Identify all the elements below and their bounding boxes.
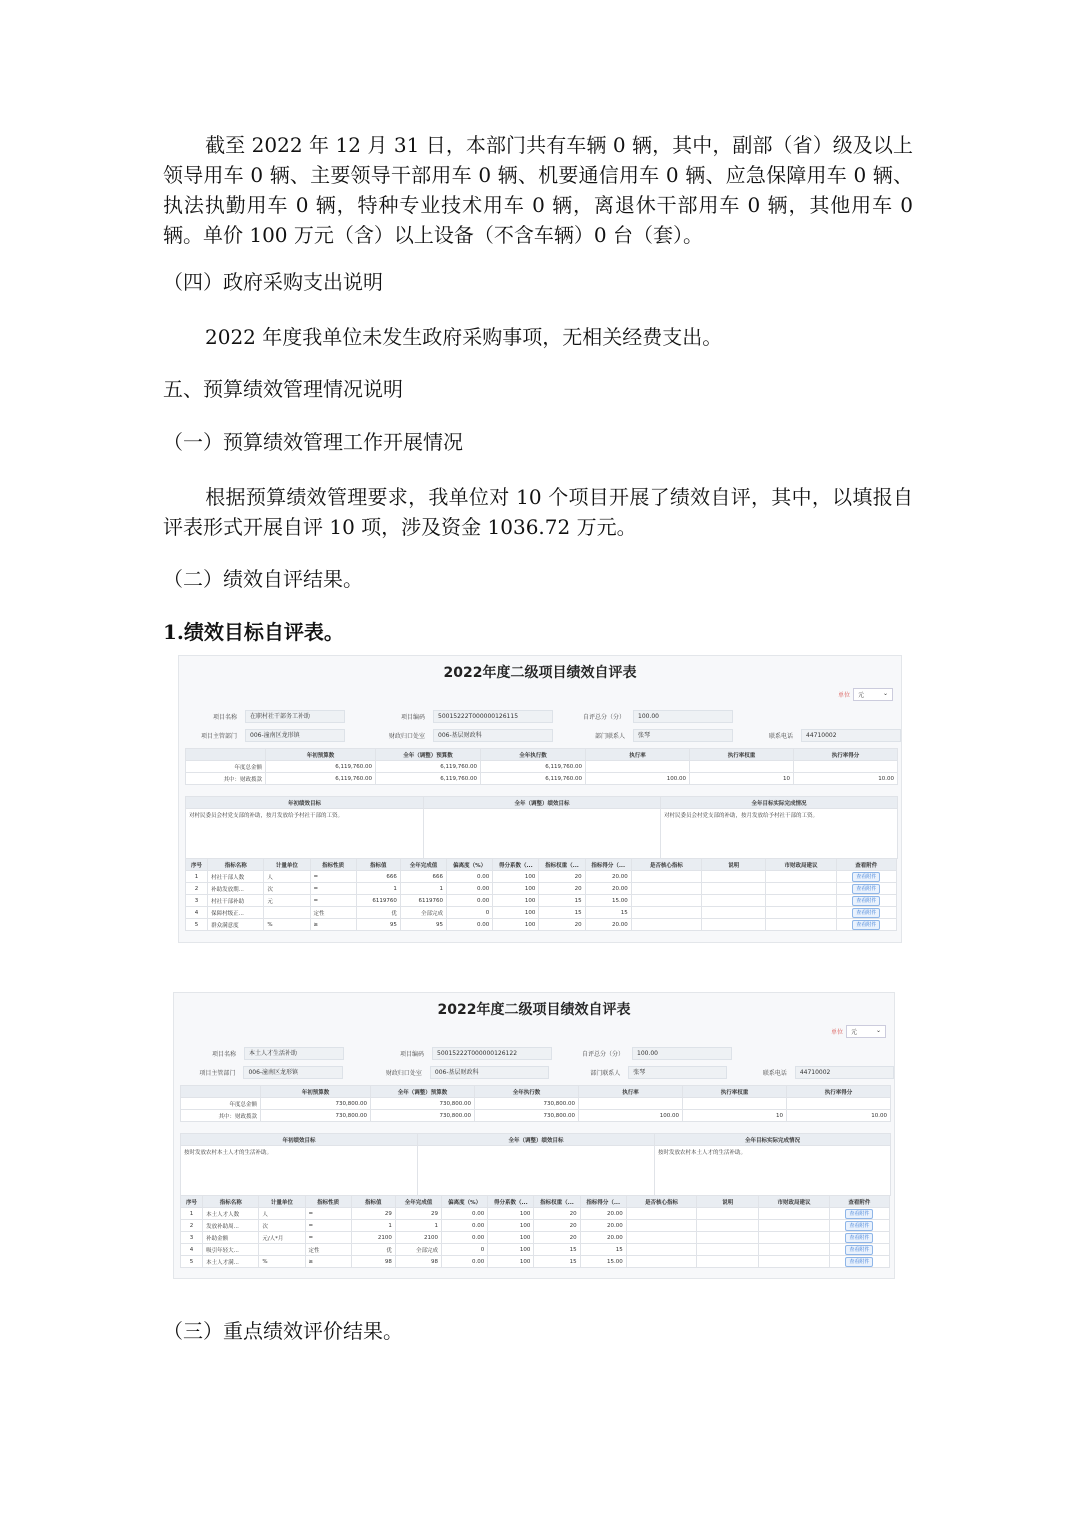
goal-header: 年初绩效目标 (181, 1134, 418, 1146)
view-attachment-button[interactable]: 查看附件 (852, 920, 880, 930)
goal-header: 全年（调整）绩效目标 (424, 797, 661, 809)
budget-cell: 6,119,760.00 (266, 773, 376, 785)
cell (836, 907, 896, 919)
cell: = (310, 895, 356, 907)
cell (759, 1220, 829, 1232)
ind-header: 指标值 (356, 859, 400, 871)
cell: 15 (539, 895, 585, 907)
cell: 100 (488, 1244, 534, 1256)
budget-cell: 730,800.00 (261, 1110, 371, 1122)
goal-header: 全年（调整）绩效目标 (418, 1134, 655, 1146)
cell: 次 (264, 883, 310, 895)
cell: 95 (356, 919, 400, 931)
row-total-label: 年度总金额 (181, 1098, 261, 1110)
dept-label: 项目主管部门 (200, 732, 237, 740)
cell: 村社干部人数 (208, 871, 264, 883)
ind-header: 指标权重（... (539, 859, 585, 871)
cell (766, 895, 836, 907)
cell: 98 (351, 1256, 395, 1268)
ind-header: 得分系数（... (493, 859, 539, 871)
cell: 补助金额 (203, 1232, 259, 1244)
cell (626, 1220, 696, 1232)
contact-phone: 44710002 (801, 729, 901, 742)
budget-cell: 100.00 (586, 773, 690, 785)
unit-select[interactable] (853, 688, 893, 701)
cell: % (259, 1256, 305, 1268)
phone-label: 联系电话 (768, 732, 793, 740)
cell: 20.00 (580, 1232, 626, 1244)
cell: 5 (186, 919, 208, 931)
cell (626, 1232, 696, 1244)
cell: = (305, 1208, 351, 1220)
cell: 98 (395, 1256, 441, 1268)
cell (829, 1256, 889, 1268)
cell: 1 (400, 883, 446, 895)
project-name: 在职村社干部务工补助 (245, 710, 345, 723)
vehicle-paragraph: 截至 2022 年 12 月 31 日，本部门共有车辆 0 辆，其中，副部（省）级及以上领导用车 0 辆、主要领导干部用车 0 辆、机要通信用车 0 辆、应急保障用车 0 辆、执法执勤用车 0 辆，特种专业技术用车 0 辆，离退休干部用车 0 辆，其他用车 0 辆。单价 100 万元（含）以上设备（不含车辆）0 台（套）。 (163, 133, 913, 247)
chevron-down-icon: ⌄ (882, 690, 888, 697)
cell: 15 (539, 907, 585, 919)
budget-header: 全年执行数 (481, 749, 586, 761)
cell: 100 (493, 907, 539, 919)
code-label: 项目编码 (400, 713, 425, 721)
self-score: 100.00 (633, 710, 733, 723)
budget-header (181, 1086, 261, 1098)
ind-header: 说明 (697, 1196, 759, 1208)
table-row (186, 895, 897, 907)
budget-header: 年初预算数 (261, 1086, 371, 1098)
ind-header: 指标权重（... (534, 1196, 580, 1208)
ind-header: 指标得分（... (580, 1196, 626, 1208)
view-attachment-button[interactable]: 查看附件 (852, 896, 880, 906)
budget-cell: 730,800.00 (475, 1098, 579, 1110)
cell: 20 (539, 919, 585, 931)
cell: ≥ (310, 919, 356, 931)
table1-heading: 1.绩效目标自评表。 (163, 620, 344, 644)
score-label: 自评总分（分） (581, 1050, 624, 1058)
ind-header: 市财政局建议 (766, 859, 836, 871)
cell (759, 1244, 829, 1256)
table-title: 2022年度二级项目绩效自评表 (437, 1002, 631, 1018)
cell: 1 (186, 871, 208, 883)
budget-cell (794, 761, 898, 773)
cell: 0.00 (447, 895, 493, 907)
cell: 15.00 (580, 1256, 626, 1268)
view-attachment-button[interactable]: 查看附件 (852, 884, 880, 894)
actual-completion: 按时发放农村本土人才的生活补助。 (655, 1146, 891, 1196)
goal-header: 全年目标实际完成情况 (661, 797, 898, 809)
cell (766, 883, 836, 895)
self-score: 100.00 (632, 1047, 732, 1060)
ind-header: 指标名称 (203, 1196, 259, 1208)
cell: 4 (181, 1244, 203, 1256)
table-title: 2022年度二级项目绩效自评表 (443, 665, 637, 681)
view-attachment-button[interactable]: 查看附件 (845, 1257, 873, 1267)
cell: 1 (395, 1220, 441, 1232)
unit-value: 元 (858, 692, 865, 699)
table-row (186, 919, 897, 931)
view-attachment-button[interactable]: 查看附件 (852, 872, 880, 882)
cell: 20 (534, 1232, 580, 1244)
budget-cell: 6,119,760.00 (376, 773, 481, 785)
cell: 5 (181, 1256, 203, 1268)
procurement-paragraph: 2022 年度我单位未发生政府采购事项，无相关经费支出。 (205, 325, 723, 349)
row-total-label: 年度总金额 (186, 761, 266, 773)
cell: 0.00 (442, 1220, 488, 1232)
ind-header: 市财政局建议 (759, 1196, 829, 1208)
adjusted-goal (418, 1146, 655, 1196)
budget-header: 执行率 (579, 1086, 683, 1098)
cell: 20 (534, 1208, 580, 1220)
cell: 2100 (395, 1232, 441, 1244)
cell (702, 895, 766, 907)
ind-header: 查看附件 (829, 1196, 889, 1208)
procurement-heading: （四）政府采购支出说明 (163, 270, 383, 294)
table-row (181, 1220, 890, 1232)
cell: 29 (395, 1208, 441, 1220)
budget-cell: 10.00 (794, 773, 898, 785)
cell: 保障村级正... (208, 907, 264, 919)
cell (626, 1256, 696, 1268)
cell (702, 907, 766, 919)
section5-heading: 五、预算绩效管理情况说明 (163, 377, 403, 401)
name-label: 项目名称 (212, 713, 237, 721)
cell (631, 895, 701, 907)
ind-header: 序号 (186, 859, 208, 871)
view-attachment-button[interactable]: 查看附件 (845, 1221, 873, 1231)
cell: 0 (447, 907, 493, 919)
cell: 15.00 (585, 895, 631, 907)
budget-cell: 730,800.00 (261, 1098, 371, 1110)
cell: 15 (580, 1244, 626, 1256)
budget-header: 年初预算数 (266, 749, 376, 761)
cell: 0.00 (442, 1256, 488, 1268)
cell: 100 (493, 871, 539, 883)
cell: 人 (264, 871, 310, 883)
ind-header: 指标得分（... (585, 859, 631, 871)
cell: 0.00 (447, 871, 493, 883)
cell (836, 883, 896, 895)
initial-goal: 对村民委员会村党支部的补助，按月发放给予村社干部的工资。 (186, 809, 424, 859)
chevron-down-icon: ⌄ (875, 1027, 881, 1034)
cell: 0 (442, 1244, 488, 1256)
cell: 15 (585, 907, 631, 919)
budget-cell: 730,800.00 (475, 1110, 579, 1122)
office-label: 财政归口处室 (385, 1069, 422, 1077)
adjusted-goal (424, 809, 661, 859)
work-paragraph: 根据预算绩效管理要求，我单位对 10 个项目开展了绩效自评，其中，以填报自评表形式开展自评 10 项，涉及资金 1036.72 万元。 (163, 485, 913, 539)
cell: 优 (351, 1244, 395, 1256)
cell: 吸引年轻大... (203, 1244, 259, 1256)
cell: 0.00 (442, 1208, 488, 1220)
ind-header: 查看附件 (836, 859, 896, 871)
budget-header (186, 749, 266, 761)
project-code: 50015222T000000126122 (432, 1047, 552, 1060)
cell (759, 1232, 829, 1244)
cell (702, 883, 766, 895)
cell: 100 (488, 1208, 534, 1220)
goal-table (185, 796, 898, 859)
cell (836, 919, 896, 931)
budget-cell (683, 1098, 787, 1110)
table-row (181, 1232, 890, 1244)
cell: ≥ (305, 1256, 351, 1268)
cell: 100 (488, 1220, 534, 1232)
ind-header: 指标值 (351, 1196, 395, 1208)
cell (697, 1232, 759, 1244)
cell: 20 (539, 883, 585, 895)
table-row (181, 1256, 890, 1268)
table-row (186, 871, 897, 883)
score-label: 自评总分（分） (582, 713, 625, 721)
budget-cell: 10 (683, 1110, 787, 1122)
key-evaluation-heading: （三）重点绩效评价结果。 (163, 1319, 403, 1343)
ind-header: 指标名称 (208, 859, 264, 871)
cell: = (310, 883, 356, 895)
view-attachment-button[interactable]: 查看附件 (852, 908, 880, 918)
cell (702, 919, 766, 931)
cell: 2 (181, 1220, 203, 1232)
cell (759, 1256, 829, 1268)
cell: 100 (488, 1232, 534, 1244)
cell: 元 (264, 895, 310, 907)
contact-phone: 44710002 (795, 1066, 894, 1079)
cell: 发放补助周... (203, 1220, 259, 1232)
cell: 1 (351, 1220, 395, 1232)
cell: 2 (186, 883, 208, 895)
cell: 666 (400, 871, 446, 883)
ind-header: 指标性质 (310, 859, 356, 871)
budget-header: 执行率得分 (787, 1086, 891, 1098)
cell: 4 (186, 907, 208, 919)
budget-table (180, 1085, 891, 1122)
budget-table (185, 748, 898, 785)
cell (829, 1244, 889, 1256)
unit-label: 单位 (830, 1029, 843, 1036)
cell (697, 1256, 759, 1268)
budget-cell (690, 761, 794, 773)
unit-label: 单位 (837, 692, 850, 699)
cell: 3 (181, 1232, 203, 1244)
unit-selector[interactable] (831, 1025, 886, 1038)
goal-header: 全年目标实际完成情况 (655, 1134, 891, 1146)
contact-label: 部门联系人 (594, 732, 625, 740)
cell: 全部完成 (400, 907, 446, 919)
phone-label: 联系电话 (762, 1069, 787, 1077)
self-eval-table-2 (173, 992, 895, 1279)
view-attachment-button[interactable]: 查看附件 (845, 1209, 873, 1219)
cell (766, 871, 836, 883)
table-row (181, 1244, 890, 1256)
goal-header: 年初绩效目标 (186, 797, 424, 809)
budget-cell (787, 1098, 891, 1110)
cell: 1 (356, 883, 400, 895)
cell (631, 919, 701, 931)
indicator-table (185, 858, 897, 931)
budget-header: 执行率 (586, 749, 690, 761)
cell: 6119760 (400, 895, 446, 907)
cell: 20 (534, 1220, 580, 1232)
cell: 次 (259, 1220, 305, 1232)
budget-cell: 6,119,760.00 (481, 761, 586, 773)
project-name: 本土人才生活补助 (244, 1047, 344, 1060)
budget-cell: 10.00 (787, 1110, 891, 1122)
cell (759, 1208, 829, 1220)
code-label: 项目编码 (399, 1050, 424, 1058)
results-heading: （二）绩效自评结果。 (163, 567, 363, 591)
office-label: 财政归口处室 (388, 732, 425, 740)
contact-person: 张琴 (633, 729, 733, 742)
project-dept: 006-潼南区龙形镇 (243, 1066, 342, 1079)
cell: 优 (356, 907, 400, 919)
cell: 本土人才人数 (203, 1208, 259, 1220)
cell: 全部完成 (395, 1244, 441, 1256)
cell: 元/人*月 (259, 1232, 305, 1244)
cell (264, 907, 310, 919)
cell: 补助发放期... (208, 883, 264, 895)
cell (766, 907, 836, 919)
ind-header: 偏离度（%） (447, 859, 493, 871)
cell: 6119760 (356, 895, 400, 907)
budget-cell: 6,119,760.00 (376, 761, 481, 773)
budget-cell (579, 1098, 683, 1110)
budget-cell (586, 761, 690, 773)
ind-header: 全年完成值 (395, 1196, 441, 1208)
budget-cell: 730,800.00 (371, 1098, 475, 1110)
ind-header: 偏离度（%） (442, 1196, 488, 1208)
project-code: 50015222T000000126115 (433, 710, 553, 723)
contact-label: 部门联系人 (590, 1069, 621, 1077)
ind-header: 是否核心指标 (626, 1196, 696, 1208)
cell: 定性 (305, 1244, 351, 1256)
cell: 3 (186, 895, 208, 907)
cell (702, 871, 766, 883)
cell: 定性 (310, 907, 356, 919)
cell: 0.00 (447, 883, 493, 895)
budget-cell: 730,800.00 (371, 1110, 475, 1122)
ind-header: 指标性质 (305, 1196, 351, 1208)
cell: 群众满意度 (208, 919, 264, 931)
contact-person: 张琴 (628, 1066, 727, 1079)
table-row (181, 1208, 890, 1220)
unit-select[interactable] (846, 1025, 886, 1038)
ind-header: 说明 (702, 859, 766, 871)
ind-header: 得分系数（... (488, 1196, 534, 1208)
budget-header: 全年（调整）预算数 (376, 749, 481, 761)
cell: 0.00 (442, 1232, 488, 1244)
self-eval-table-1 (178, 655, 902, 943)
cell: 20.00 (585, 883, 631, 895)
dept-label: 项目主管部门 (199, 1069, 236, 1077)
cell: 20.00 (580, 1208, 626, 1220)
goal-table (180, 1133, 891, 1196)
ind-header: 计量单位 (259, 1196, 305, 1208)
cell (631, 883, 701, 895)
cell (836, 871, 896, 883)
cell: 本土人才满... (203, 1256, 259, 1268)
budget-header: 全年（调整）预算数 (371, 1086, 475, 1098)
cell: = (310, 871, 356, 883)
row-fiscal-label: 其中：财政拨款 (181, 1110, 261, 1122)
cell: 95 (400, 919, 446, 931)
work-heading: （一）预算绩效管理工作开展情况 (163, 430, 463, 454)
actual-completion: 对村民委员会村党支部的补助，按月发放给予村社干部的工资。 (661, 809, 898, 859)
project-dept: 006-潼南区龙形镇 (245, 729, 345, 742)
cell (697, 1244, 759, 1256)
cell: 1 (181, 1208, 203, 1220)
cell: 2100 (351, 1232, 395, 1244)
unit-selector[interactable] (838, 688, 893, 701)
cell (829, 1232, 889, 1244)
unit-value: 元 (851, 1029, 858, 1036)
budget-cell: 6,119,760.00 (266, 761, 376, 773)
cell (631, 871, 701, 883)
budget-cell: 10 (690, 773, 794, 785)
cell: 村社干部补助 (208, 895, 264, 907)
view-attachment-button[interactable]: 查看附件 (845, 1245, 873, 1255)
budget-header: 执行率得分 (794, 749, 898, 761)
budget-header: 执行率权重 (690, 749, 794, 761)
cell: 20.00 (585, 919, 631, 931)
budget-header: 全年执行数 (475, 1086, 579, 1098)
cell (626, 1208, 696, 1220)
table-row (186, 883, 897, 895)
cell (766, 919, 836, 931)
cell (697, 1208, 759, 1220)
cell: 15 (534, 1256, 580, 1268)
ind-header: 计量单位 (264, 859, 310, 871)
cell (829, 1220, 889, 1232)
cell: 100 (488, 1256, 534, 1268)
finance-office: 006-基层财政科 (430, 1066, 549, 1079)
cell: 666 (356, 871, 400, 883)
cell (631, 907, 701, 919)
cell (836, 895, 896, 907)
cell: % (264, 919, 310, 931)
row-fiscal-label: 其中：财政拨款 (186, 773, 266, 785)
cell: 15 (534, 1244, 580, 1256)
ind-header: 全年完成值 (400, 859, 446, 871)
cell: = (305, 1220, 351, 1232)
initial-goal: 按时发放农村本土人才的生活补助。 (181, 1146, 418, 1196)
cell: 29 (351, 1208, 395, 1220)
name-label: 项目名称 (211, 1050, 236, 1058)
table-row (186, 907, 897, 919)
indicator-table (180, 1195, 890, 1268)
cell: 100 (493, 919, 539, 931)
ind-header: 是否核心指标 (631, 859, 701, 871)
cell: 100 (493, 895, 539, 907)
budget-header: 执行率权重 (683, 1086, 787, 1098)
cell: 20.00 (585, 871, 631, 883)
cell: 0.00 (447, 919, 493, 931)
cell: 人 (259, 1208, 305, 1220)
view-attachment-button[interactable]: 查看附件 (845, 1233, 873, 1243)
cell: 20 (539, 871, 585, 883)
cell (626, 1244, 696, 1256)
cell (697, 1220, 759, 1232)
budget-cell: 100.00 (579, 1110, 683, 1122)
cell (829, 1208, 889, 1220)
cell: 20.00 (580, 1220, 626, 1232)
ind-header: 序号 (181, 1196, 203, 1208)
cell: = (305, 1232, 351, 1244)
cell (259, 1244, 305, 1256)
finance-office: 006-基层财政科 (433, 729, 553, 742)
budget-cell: 6,119,760.00 (481, 773, 586, 785)
cell: 100 (493, 883, 539, 895)
